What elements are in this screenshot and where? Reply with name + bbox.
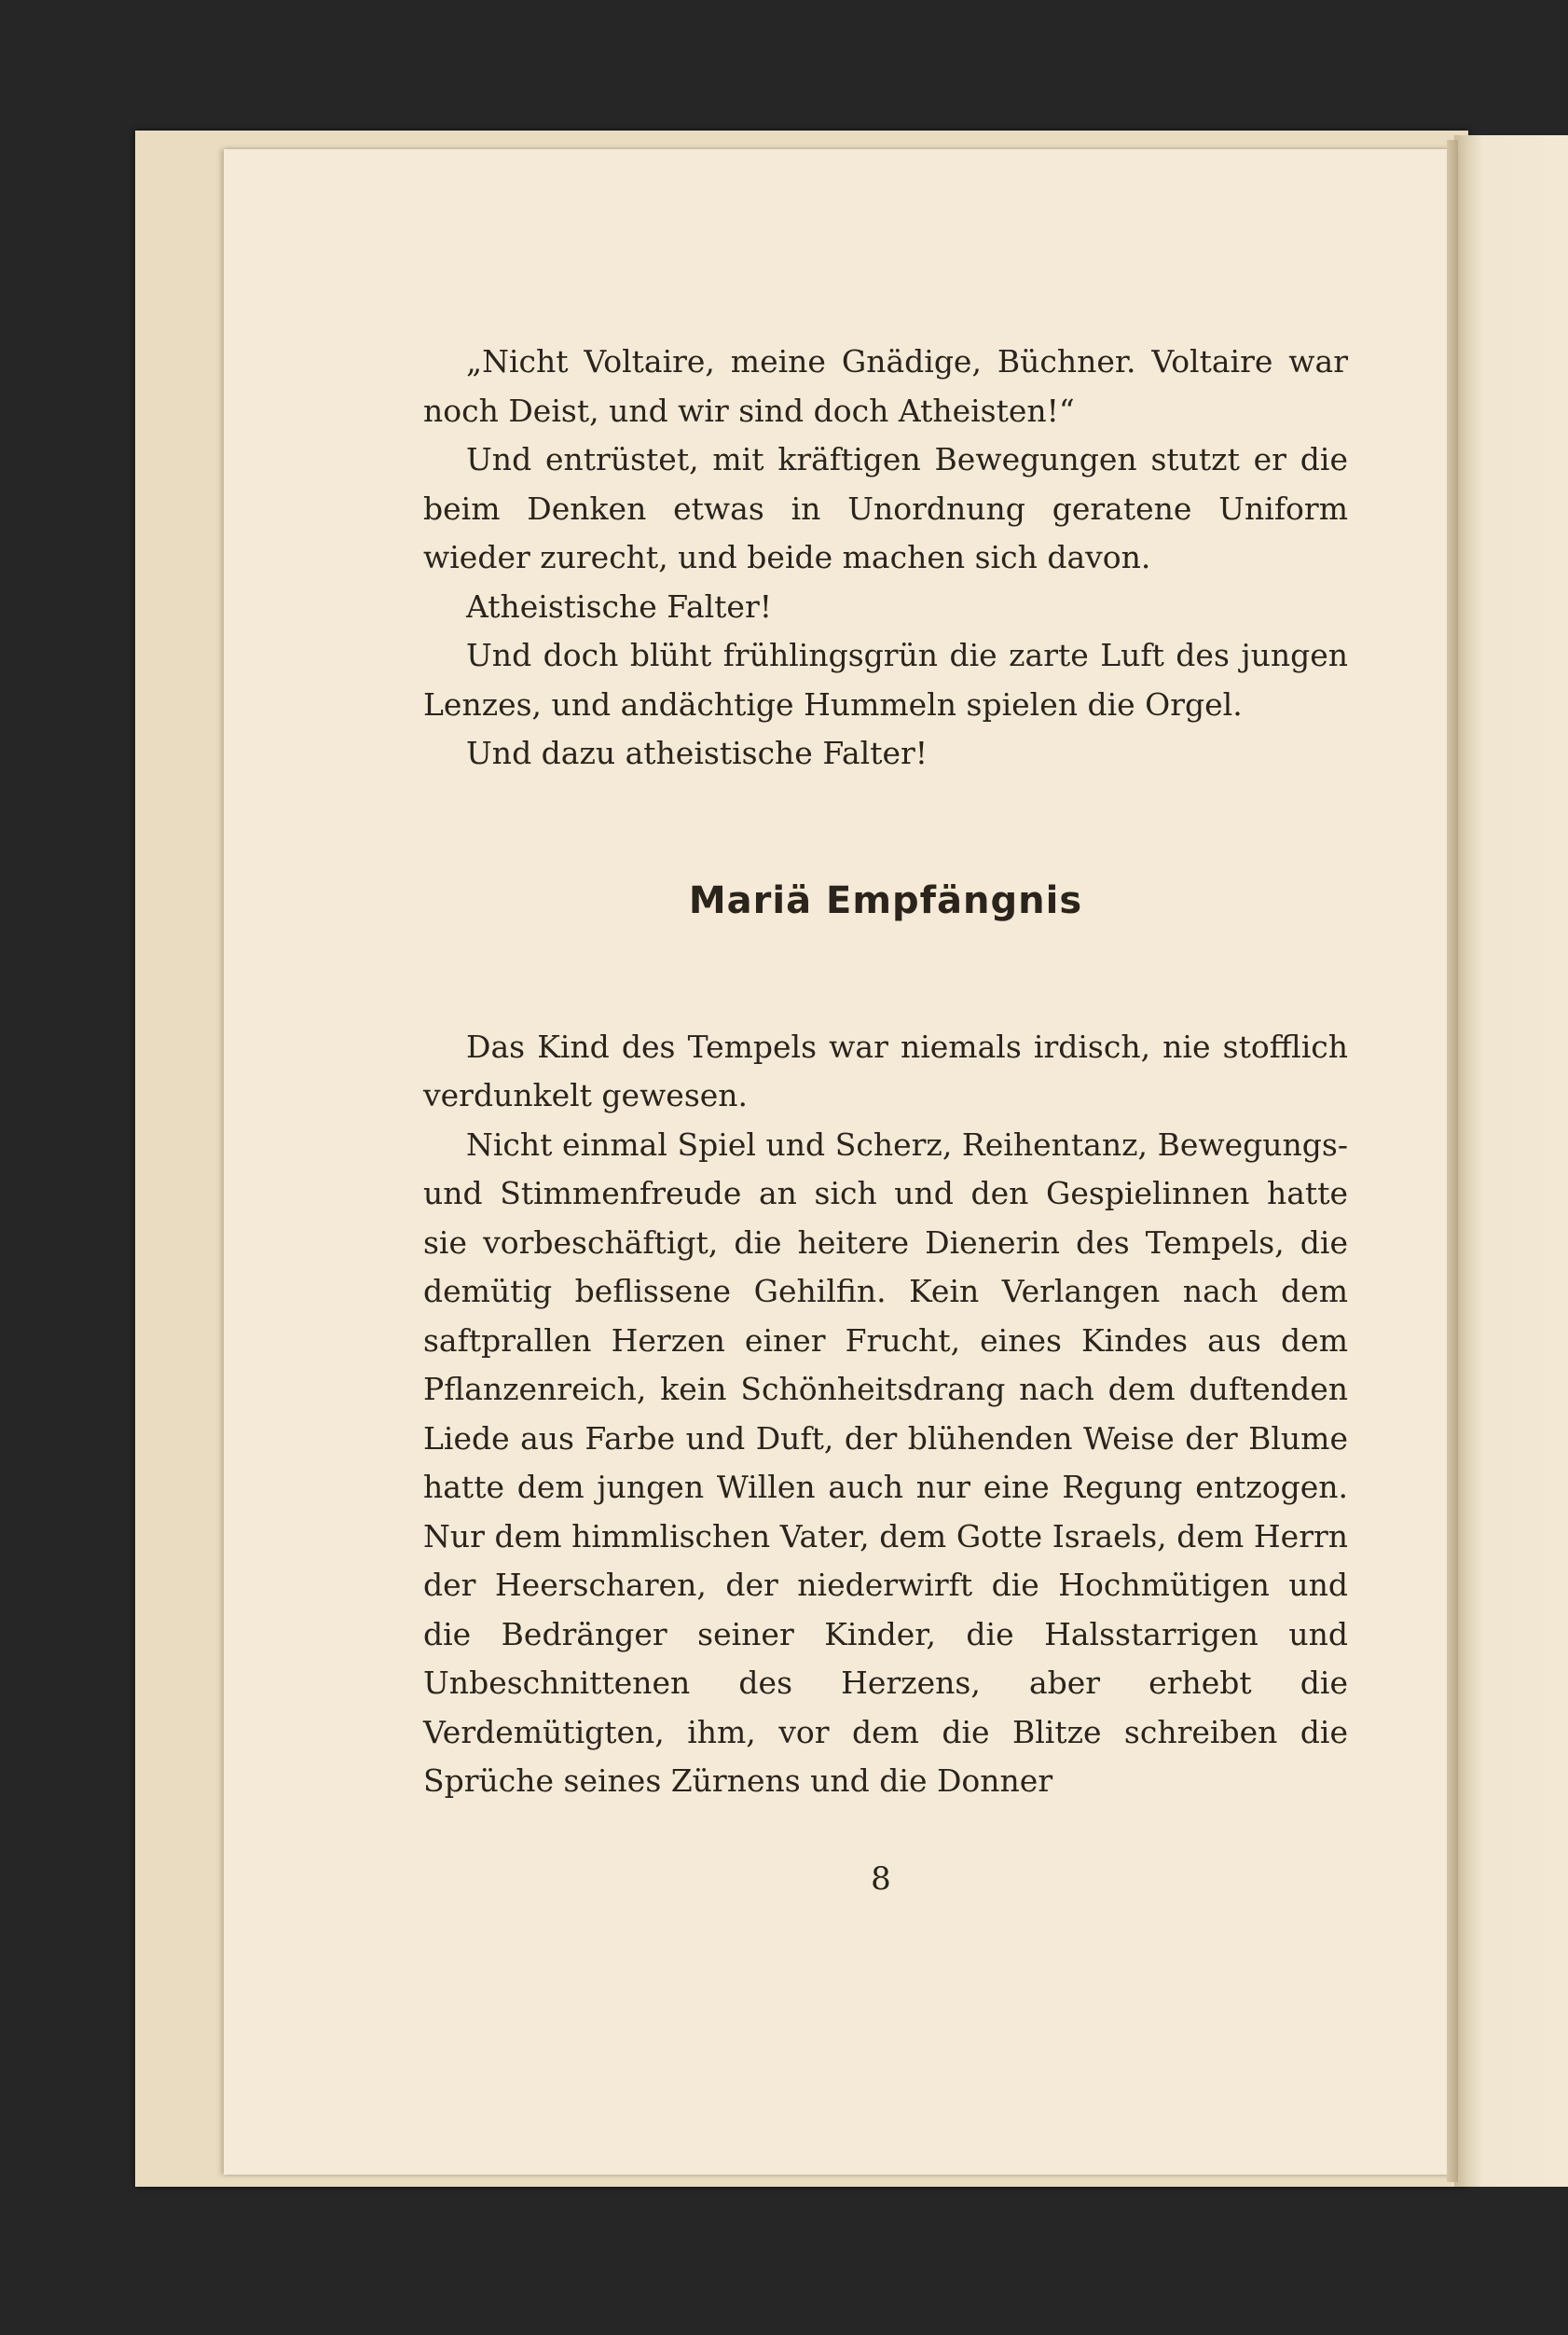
page-text: [423, 338, 1348, 1806]
page-gutter: [1447, 140, 1458, 2182]
paragraph: Atheistische Falter!: [466, 587, 773, 625]
paragraph: Nicht einmal Spiel und Scherz, Reihentanz, Bewegungs- und Stimmenfreude an sich und den Gespielinnen hatte sie vorbeschäftigt, die heitere Dienerin des Tempels, die demütig beflissene Gehilfin. Kein Verlangen nach dem saftprallen Herzen einer Frucht, eines Kindes aus dem Pflanzenreich, kein Schönheitsdrang nach dem duftenden Liede aus Farbe und Duft, der blühenden Weise der Blume hatte dem jungen Willen auch nur eine Regung entzogen. Nur dem himmlischen Vater, dem Gotte Israels, dem Herrn der Heerscharen, der niederwirft die Hochmütigen und die Bedränger seiner Kinder, die Halsstarrigen und Unbeschnittenen des Herzens, aber erhebt die Verdemütigten, ihm, vor dem die Blitze schreiben die Sprüche seines Zürnens und die Donner: [423, 1126, 1348, 1799]
facing-page-edge: [1454, 135, 1568, 2187]
paragraph: „Nicht Voltaire, meine Gnädige, Büchner. Voltaire war noch Deist, und wir sind doch Atheisten!“: [423, 343, 1348, 429]
paragraph: Das Kind des Tempels war niemals irdisch, nie stofflich verdunkelt gewesen.: [423, 1028, 1348, 1113]
paragraph: Und dazu atheistische Falter!: [466, 735, 928, 771]
paragraph: Und doch blüht frühlingsgrün die zarte Luft des jungen Lenzes, und andächtige Hummeln spielen die Orgel.: [423, 637, 1348, 723]
paragraph: Und entrüstet, mit kräftigen Bewegungen stutzt er die beim Denken etwas in Unordnung geratene Uniform wieder zurecht, und beide machen sich davon.: [423, 441, 1348, 575]
page-number: 8: [871, 1860, 891, 1898]
section-heading: Mariä Empfängnis: [688, 878, 1083, 922]
